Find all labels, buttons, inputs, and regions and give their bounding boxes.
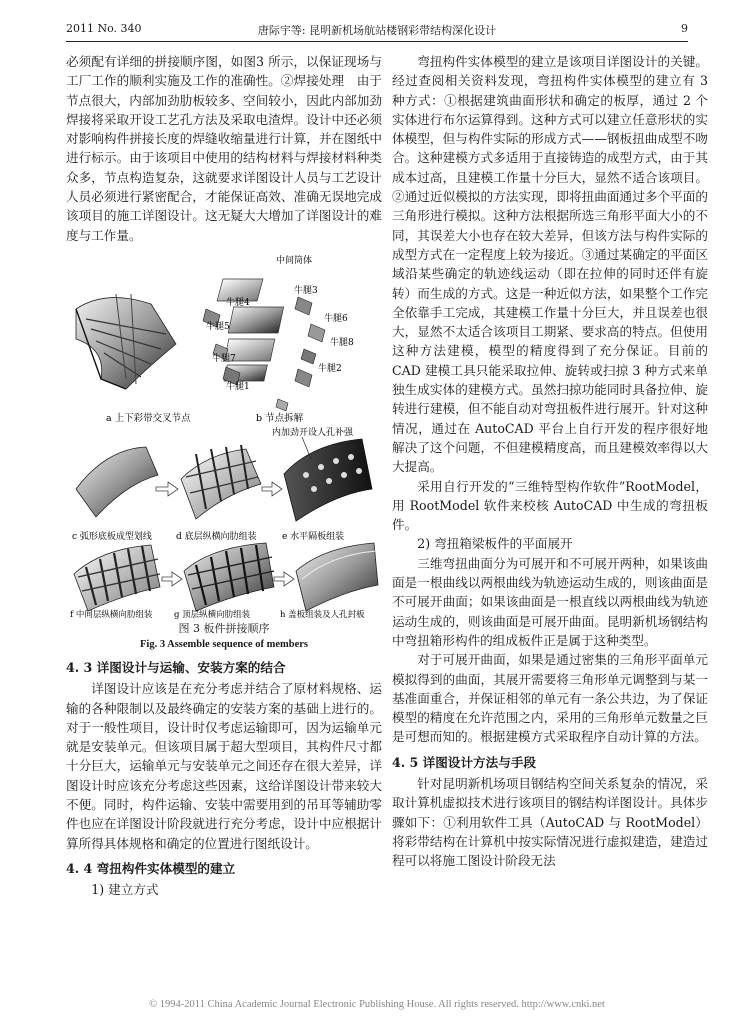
issue-number: 2011 No. 340	[66, 22, 142, 35]
label-leg2: 牛腿2	[318, 363, 342, 374]
figure-caption-cn: 图 3 板件拼接顺序	[178, 621, 270, 635]
arrow-d-e	[262, 482, 282, 496]
caption-b: b 节点拆解	[256, 412, 304, 424]
caption-h: h 盖板组装及人孔封板	[280, 609, 365, 619]
image-c-curved-plate	[76, 447, 158, 517]
caption-a: a 上下彩带交叉节点	[106, 412, 191, 424]
running-header	[66, 22, 688, 40]
image-g-top-ribs	[184, 543, 274, 611]
label-manhole: 内加劲开设人孔补强	[272, 427, 354, 438]
assembly-sequence-illustration	[66, 249, 382, 619]
label-leg7: 牛腿7	[212, 353, 236, 364]
paragraph: 采用自行开发的“三维特型构作软件”RootModel，用 RootModel 软件来校核 AutoCAD 中生成的弯扭板件。	[392, 478, 708, 533]
arrow-c-d	[156, 482, 178, 496]
image-h-cover-plate	[296, 543, 378, 611]
subsection-title: 1) 建立方式	[91, 882, 159, 898]
arrow-f-g	[162, 572, 182, 586]
label-leg4: 牛腿4	[226, 297, 250, 308]
label-leg5: 牛腿5	[206, 321, 230, 332]
caption-g: g 顶层纵横向肋组装	[174, 609, 251, 619]
caption-e: e 水平隔板组装	[282, 531, 345, 542]
paragraph: 详图设计应该是在充分考虑并结合了原材料规格、运输的各种限制以及最终确定的安装方案的基础上进行的。对于一般性项目，设计时仅考虑运输即可，因为运输单元就是安装单元。但该项目属于超大型项目，其构件尺寸都十分巨大，运输单元与安装单元之间还存在很大差异，详图设计时应该充分考虑这些因素，这给详图设计带来较大不便。同时，构件运输、安装中需要用到的吊耳等辅助零件也应在详图设计阶段就进行充分考虑，设计中应根据计算所得具体规格和确定的位置进行图纸设计。	[66, 681, 382, 851]
caption-d: d 底层纵横向肋组装	[176, 531, 257, 542]
arrow-g-h	[274, 572, 294, 586]
paragraph: 对于可展开曲面，如果是通过密集的三角形平面单元模拟得到的曲面，其展开需要将三角形单元调整到与某一基准面重合，并保证相邻的单元有一条公共边，为了保证模型的精度在允许范围之内，采用的三角形单元数量之巨是可想而知的。根据建模方式采取程序自动计算的方法。	[392, 652, 708, 745]
page-number: 9	[681, 22, 688, 35]
running-title: 唐际宇等: 昆明新机场航站楼钢彩带结构深化设计	[257, 24, 497, 37]
label-leg3: 牛腿3	[294, 285, 318, 296]
label-leg1: 牛腿1	[226, 381, 250, 392]
image-b-exploded-node	[203, 279, 325, 411]
section-4-5-title: 4. 5 详图设计方法与手段	[392, 754, 537, 770]
image-f-middle-ribs	[74, 545, 160, 611]
paragraph: 弯扭构件实体模型的建立是该项目详图设计的关键。经过查阅相关资料发现，弯扭构件实体模型的建立有 3 种方式：①根据建筑曲面形状和确定的板厚，通过 2 个实体进行布尔运算得到。这种方式可以建立任意形状的实体模型，但与构件实际的形成方式——钢板扭曲成型不吻合。这种建模方式多适用于直接铸造的成型方式，由于其成本过高，且建模工作量十分巨大，显然不适合该项目。②通过近似模拟的方法实现，即将扭曲面通过多个平面的三角形进行模拟。这种方法根据所选三角形平面大小的不同，其误差大小也存在较大差异，但该方法与构件实际的成型方式在一定程度上较为接近。③通过某确定的平面区域沿某些确定的轨迹线运动（即在拉伸的同时还伴有旋转）而生成的方式。这是一种近似方法，如果整个工作完全依靠手工完成，其建模工作量十分巨大，并且误差也很大，显然不太适合该项目工期紧、要求高的特点。但使用这种方法建模，模型的精度得到了充分保证。目前的 CAD 建模工具只能采取拉伸、旋转或扫掠 3 种方式来单独生成实体的建模方式。虽然扫掠功能同时具备拉伸、旋转进行建模，但不能自动对弯扭板件进行展开。针对这种情况，通过在 AutoCAD 平台上自行开发的程序很好地解决了这个问题，不但建模精度高，而且建模效率得以大大提高。	[392, 54, 708, 475]
caption-f: f 中间层纵横向肋组装	[70, 609, 153, 619]
section-4-3-title: 4. 3 详图设计与运输、安装方案的结合	[66, 659, 286, 675]
paragraph: 必须配有详细的拼接顺序图，如图3 所示，以保证现场与工厂工作的顺利实施及工作的准确性。②焊接处理 由于节点很大，内部加劲肋板较多、空间较小，因此内部加劲焊接将采取开设工艺孔方法及采取电渣焊。设计中还必须对影响构件拼接长度的焊缝收缩量进行计算，并在图纸中进行标示。由于该项目中使用的结构材料与焊接材料种类众多，节点构造复杂，这就要求详图设计人员与工艺设计人员必须进行紧密配合，才能保证高效、准确无误地完成该项目的施工详图设计。这无疑大大增加了详图设计的难度与工作量。	[66, 54, 382, 243]
section-4-4-title: 4. 4 弯扭构件实体模型的建立	[66, 860, 236, 876]
subsection-title: 2) 弯扭箱梁板件的平面展开	[417, 536, 573, 552]
caption-c: c 弧形底板成型划线	[72, 531, 152, 542]
image-a-node	[76, 294, 176, 389]
header-rule	[66, 41, 688, 42]
paragraph: 针对昆明新机场项目钢结构空间关系复杂的情况，采取计算机虚拟技术进行该项目的钢结构详图设计。具体步骤如下：①利用软件工具（AutoCAD 与 RootModel）将彩带结构在计算机中按实际情况进行虚拟建造，建造过程可以将施工图设计阶段无法	[392, 775, 708, 869]
right-column	[392, 52, 708, 870]
paragraph: 三维弯扭曲面分为可展开和不可展开两种，如果该曲面是一根曲线以两根曲线为轨迹运动生成的，则该曲面是不可展开曲面；如果该曲面是一根直线以两根曲线为轨迹运动生成的，则该曲面是可展开曲面。昆明新机场钢结构中弯扭箱形构件的组成板件正是属于这种类型。	[392, 555, 708, 648]
copyright-footer: © 1994-2011 China Academic Journal Electronic Publishing House. All rights reserved. http://www.cnki.net	[149, 999, 605, 1010]
image-d-bottom-ribs	[181, 445, 261, 519]
label-leg6: 牛腿6	[324, 313, 348, 324]
label-middle-body: 中间筒体	[276, 255, 313, 266]
figure-caption-en: Fig. 3 Assemble sequence of members	[140, 638, 308, 650]
label-leg8: 牛腿8	[330, 337, 354, 348]
image-e-horizontal-diaphragm	[284, 439, 372, 521]
figure-3	[66, 249, 382, 619]
left-column	[66, 52, 382, 900]
